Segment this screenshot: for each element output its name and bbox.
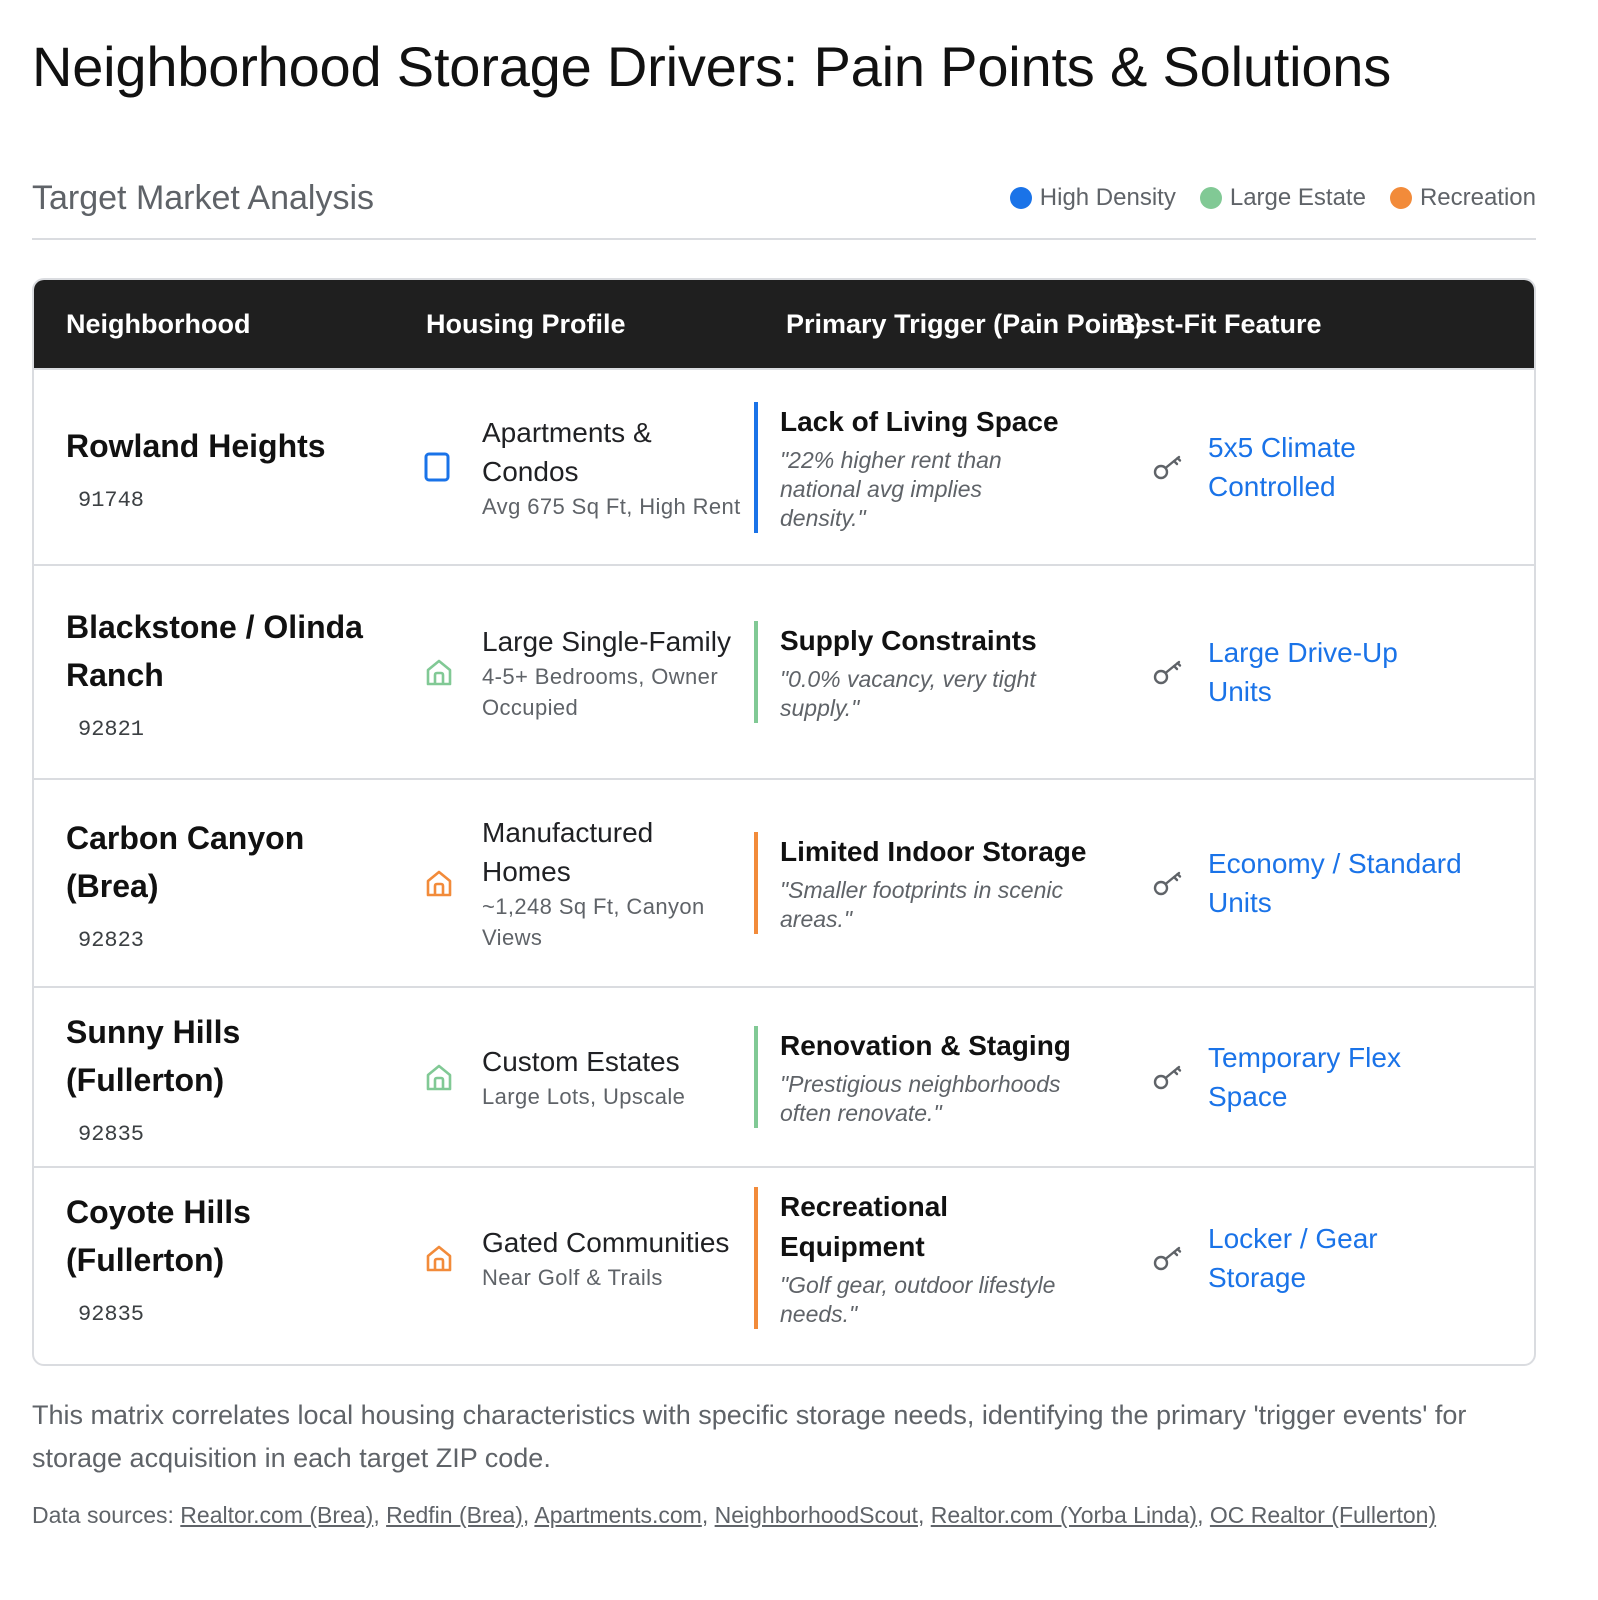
legend-dot-icon <box>1200 187 1222 209</box>
neighborhood-name: Coyote Hills (Fullerton) <box>66 1194 251 1278</box>
housing-title: Manufactured Homes <box>482 817 654 887</box>
trigger-cell <box>754 1026 1112 1128</box>
neighborhood-cell <box>34 1008 394 1147</box>
neighborhood-cell <box>34 1188 394 1327</box>
housing-cell <box>394 622 754 723</box>
zip-code: 92821 <box>78 716 145 742</box>
storage-drivers-table <box>32 278 1536 1366</box>
legend-dot-icon <box>1010 187 1032 209</box>
header-best-fit-feature: Best-Fit Feature <box>1116 308 1322 339</box>
description-text: This matrix correlates local housing characteristics with specific storage needs, identifying the primary 'trigger events' for storage acquisition in each target ZIP code. <box>32 1400 1467 1473</box>
header-neighborhood: Neighborhood <box>66 308 251 339</box>
trigger-quote: "Prestigious neighborhoods often renovate." <box>780 1071 1061 1126</box>
trigger-cell <box>754 402 1112 533</box>
legend-label: Large Estate <box>1229 184 1366 211</box>
key-icon <box>1152 656 1192 688</box>
housing-cell <box>394 413 754 522</box>
neighborhood-cell <box>34 422 394 513</box>
zip-code: 91748 <box>78 487 145 513</box>
trigger-title: Limited Indoor Storage <box>780 836 1087 867</box>
sources-prefix: Data sources: <box>32 1502 174 1528</box>
feature-cell <box>1112 428 1534 506</box>
source-link[interactable]: Apartments.com <box>534 1502 702 1528</box>
source-link[interactable]: Realtor.com (Yorba Linda) <box>930 1502 1198 1528</box>
house-icon <box>424 1062 464 1092</box>
housing-desc: Avg 675 Sq Ft, High Rent <box>482 493 741 519</box>
trigger-bar <box>754 1187 1092 1329</box>
section-header <box>32 172 1536 240</box>
zip-code: 92823 <box>78 927 145 953</box>
zip-code: 92835 <box>78 1302 145 1327</box>
housing-cell <box>394 813 754 953</box>
trigger-quote: "22% higher rent than national avg implies density." <box>780 446 1002 531</box>
source-link[interactable]: NeighborhoodScout <box>714 1502 918 1528</box>
legend-item-recreation <box>1390 184 1536 212</box>
housing-desc: 4-5+ Bedrooms, Owner Occupied <box>482 663 719 720</box>
housing-title: Large Single-Family <box>482 625 731 657</box>
legend <box>1010 184 1536 212</box>
trigger-quote: "0.0% vacancy, very tight supply." <box>780 666 1036 721</box>
trigger-cell <box>754 621 1112 723</box>
trigger-quote: "Golf gear, outdoor lifestyle needs." <box>780 1271 1056 1327</box>
table-header <box>34 280 1534 368</box>
table-row <box>34 1166 1534 1347</box>
housing-title: Apartments & Condos <box>482 416 652 487</box>
trigger-bar <box>754 402 1092 533</box>
housing-title: Custom Estates <box>482 1046 680 1077</box>
neighborhood-name: Blackstone / Olinda Ranch <box>66 608 363 693</box>
header-primary-trigger: Primary Trigger (Pain Point) <box>786 308 1144 339</box>
page-title: Neighborhood Storage Drivers: Pain Points & Solutions <box>32 35 1392 98</box>
trigger-title: Supply Constraints <box>780 625 1037 656</box>
neighborhood-cell <box>34 814 394 953</box>
trigger-bar <box>754 1026 1092 1128</box>
feature-link[interactable]: Large Drive-Up Units <box>1208 637 1398 707</box>
key-icon <box>1152 451 1192 483</box>
key-icon <box>1152 1061 1192 1093</box>
source-link[interactable]: Redfin (Brea) <box>386 1502 523 1528</box>
feature-link[interactable]: Economy / Standard Units <box>1208 848 1462 918</box>
housing-title: Gated Communities <box>482 1226 730 1258</box>
housing-cell <box>394 1042 754 1112</box>
feature-link[interactable]: 5x5 Climate Controlled <box>1208 432 1356 502</box>
house-icon <box>424 1243 464 1273</box>
feature-link[interactable]: Temporary Flex Space <box>1208 1042 1401 1112</box>
feature-cell <box>1112 1038 1534 1116</box>
trigger-bar <box>754 621 1092 723</box>
neighborhood-cell <box>34 603 394 742</box>
legend-label: Recreation <box>1419 184 1536 211</box>
housing-desc: Near Golf & Trails <box>482 1264 663 1290</box>
source-link[interactable]: Realtor.com (Brea) <box>180 1502 374 1528</box>
trigger-title: Lack of Living Space <box>780 405 1059 437</box>
trigger-cell <box>754 1187 1112 1329</box>
housing-desc: Large Lots, Upscale <box>482 1084 686 1109</box>
key-icon <box>1152 1242 1192 1274</box>
zip-code: 92835 <box>78 1121 145 1147</box>
feature-cell <box>1112 633 1534 711</box>
house-icon <box>424 868 464 898</box>
table-row <box>34 368 1534 564</box>
table-row <box>34 986 1534 1166</box>
header-housing-profile: Housing Profile <box>426 308 626 339</box>
feature-cell <box>1112 844 1534 922</box>
section-subtitle: Target Market Analysis <box>32 178 375 217</box>
trigger-quote: "Smaller footprints in scenic areas." <box>780 877 1063 932</box>
trigger-title: Recreational Equipment <box>780 1190 949 1262</box>
feature-cell <box>1112 1219 1534 1297</box>
neighborhood-name: Sunny Hills (Fullerton) <box>66 1013 241 1098</box>
trigger-title: Renovation & Staging <box>780 1030 1071 1061</box>
legend-label: High Density <box>1039 184 1176 211</box>
trigger-bar <box>754 832 1092 934</box>
legend-item-high-density <box>1010 184 1176 212</box>
neighborhood-name: Carbon Canyon (Brea) <box>66 819 305 904</box>
trigger-cell <box>754 832 1112 934</box>
legend-dot-icon <box>1390 187 1412 209</box>
feature-link[interactable]: Locker / Gear Storage <box>1208 1222 1378 1293</box>
neighborhood-name: Rowland Heights <box>66 427 326 464</box>
building-icon <box>424 452 464 482</box>
source-link[interactable]: OC Realtor (Fullerton) <box>1209 1502 1437 1528</box>
table-row <box>34 778 1534 986</box>
key-icon <box>1152 867 1192 899</box>
data-sources: Data sources: Realtor.com (Brea), Redfin (Brea), Apartments.com, NeighborhoodScout, Realtor.com (Yorba Linda), OC Realtor (Fullerton) <box>32 1502 1437 1528</box>
housing-desc: ~1,248 Sq Ft, Canyon Views <box>482 894 705 950</box>
house-icon <box>424 657 464 687</box>
legend-item-large-estate <box>1200 184 1366 212</box>
housing-cell <box>394 1223 754 1293</box>
table-row <box>34 564 1534 778</box>
